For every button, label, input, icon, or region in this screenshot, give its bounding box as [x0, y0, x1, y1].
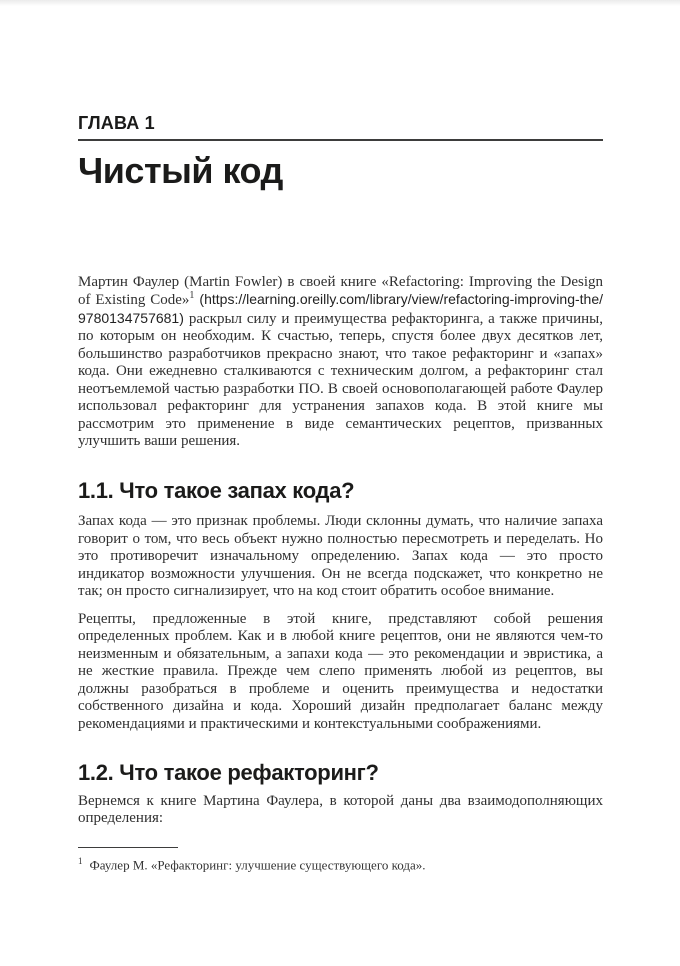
section-heading-1-1: 1.1. Что такое запах кода?	[78, 477, 355, 503]
footnote-reference: 1	[189, 290, 195, 302]
footnote-citation: Фаулер М. «Рефакторинг: улучшение существующего кода».	[89, 857, 426, 873]
section-heading-1-2: 1.2. Что такое рефакторинг?	[78, 760, 379, 786]
intro-paragraph	[78, 274, 603, 451]
intro-text-before-note: Мартин Фаулер (Martin Fowler) в своей книге «Refactoring: Improving the Design of Existing Code»	[78, 273, 603, 309]
section-1-2-paragraph-1: Вернемся к книге Мартина Фаулера, в которой даны два взаимодополняющих определения:	[78, 792, 603, 827]
footnote-marker: 1	[78, 856, 83, 866]
chapter-title: Чистый код	[78, 149, 283, 191]
footnote	[78, 847, 603, 873]
intro-text-after-url: раскрыл силу и преимущества рефакторинга, а также причины, по которым он необходим. К счастью, теперь, спустя более двух десятков лет, большинство разработчиков прекрасно знают, что такое рефакторинг и «запах» кода. Они ежедневно сталкиваются с техническим долгом, а рефакторинг стал неотъемлемой частью разработки ПО. В своей основополагающей работе Фаулер использовал рефакторинг для устранения запахов кода. В этой книге мы рассмотрим это применение в виде семантических рецептов, призванных улучшить ваши решения.	[78, 310, 603, 450]
chapter-rule	[78, 139, 603, 141]
section-1-1-paragraph-1: Запах кода — это признак проблемы. Люди склонны думать, что наличие запаха говорит о том, что весь объект нужно полностью пересмотреть и переделать. Но это противоречит изначальному определению. Запах кода — это просто индикатор возможности улучшения. Он не всегда подскажет, что конкретно не так; он просто сигнализирует, что на код стоит обратить особое внимание.	[78, 513, 603, 600]
book-url-link[interactable]: (https://learning.oreilly.com/library/view/refactoring-improving-the/9780134757681)	[78, 291, 603, 326]
footnote-rule	[78, 847, 178, 848]
section-1-1-paragraph-2: Рецепты, предложенные в этой книге, представляют собой решения определенных проблем. Как и в любой книге рецептов, они не являются чем-то неизменным и обязательным, а запахи кода — это рекомендации и эвристика, а не жесткие правила. Прежде чем слепо применять любой из рецептов, вы должны разобраться в проблеме и оценить преимущества и недостатки собственного дизайна и кода. Хороший дизайн предполагает баланс между рекомендациями и практическими и контекстуальными соображениями.	[78, 610, 603, 732]
page-content	[78, 0, 603, 828]
footnote-text	[78, 853, 603, 873]
chapter-label: ГЛАВА 1	[78, 113, 155, 133]
